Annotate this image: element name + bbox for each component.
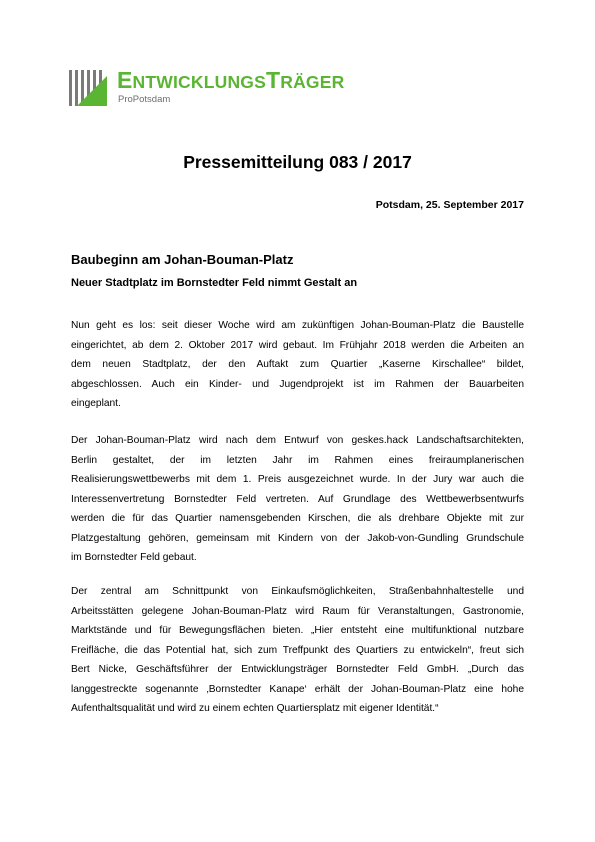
text-line: eingerichtet, ab dem 2. Oktober 2017 wird gebaut. Im Frühjahr 2018 werden die Arbeiten an bbox=[71, 339, 524, 351]
text-line: Realisierungswettbewerbs mit dem 1. Preis ausgezeichnet wurde. In der Jury war auch die bbox=[71, 474, 524, 485]
text-line: Der zentral am Schnittpunkt von Einkaufsmöglichkeiten, Straßenbahnhaltestelle und bbox=[71, 586, 524, 597]
date-line: Potsdam, 25. September 2017 bbox=[375, 199, 524, 211]
logo-subtitle: ProPotsdam bbox=[118, 94, 171, 105]
logo-mark-icon bbox=[69, 70, 109, 106]
text-line: Aufenthaltsqualität und wird zu einem echten Quartiersplatz mit eigener Identität.“ bbox=[71, 703, 439, 714]
paragraph-1 bbox=[71, 316, 524, 414]
text-line: dem neuen Stadtplatz, der den Auftakt zum Quartier „Kaserne Kirschallee“ bildet, bbox=[71, 359, 524, 370]
text-line: Bert Nicke, Geschäftsführer der Entwicklungsträger Bornstedter Feld GmbH. „Durch das bbox=[71, 664, 524, 675]
page-title: Pressemitteilung 083 / 2017 bbox=[183, 152, 412, 172]
logo bbox=[69, 67, 389, 110]
text-line: Arbeitsstätten gelegene Johan-Bouman-Platz wird Raum für Veranstaltungen, Gastronomie, bbox=[71, 605, 524, 617]
text-line: Platzgestaltung gehören, gemeinsam mit Kindern von der Jakob-von-Gundling Grundschule bbox=[71, 532, 524, 544]
text-line: Marktstände und für Bewegungsflächen bieten. „Hier entsteht eine multifunktional nutzbare bbox=[71, 625, 524, 636]
headline: Baubeginn am Johan-Bouman-Platz bbox=[71, 252, 294, 267]
text-line: werden die für das Quartier namensgebenden Kirschen, die als drehbare Objekte mit zur bbox=[71, 513, 524, 524]
text-line: Berlin gestaltet, der im letzten Jahr im Rahmen eines freiraumplanerischen bbox=[71, 454, 524, 466]
paragraph-3 bbox=[71, 582, 524, 719]
text-line: Der Johan-Bouman-Platz wird nach dem Entwurf von geskes.hack Landschaftsarchitekten, bbox=[71, 435, 524, 446]
text-line: im Bornstedter Feld gebaut. bbox=[71, 552, 197, 563]
text-line: abgeschlossen. Auch ein Kinder- und Jugendprojekt ist im Rahmen der Bauarbeiten bbox=[71, 378, 524, 390]
text-line: Freifläche, die das Potential hat, sich zum Treffpunkt des Quartiers zu entwickeln“, freut sich bbox=[71, 644, 524, 656]
logo-title: ENTWICKLUNGSTRÄGER bbox=[117, 67, 345, 93]
text-line: Nun geht es los: seit dieser Woche wird am zukünftigen Johan-Bouman-Platz die Baustelle bbox=[71, 320, 524, 331]
text-line: Interessenvertretung Bornstedter Feld vertreten. Auf Grundlage des Wettbewerbsentwurfs bbox=[71, 493, 524, 505]
text-line: eingeplant. bbox=[71, 398, 121, 409]
paragraph-2 bbox=[71, 431, 524, 568]
text-line: langgestreckte sogenannte ‚Bornstedter Kanape‘ erhält der Johan-Bouman-Platz eine hohe bbox=[71, 683, 524, 695]
subheadline: Neuer Stadtplatz im Bornstedter Feld nimmt Gestalt an bbox=[71, 277, 358, 289]
